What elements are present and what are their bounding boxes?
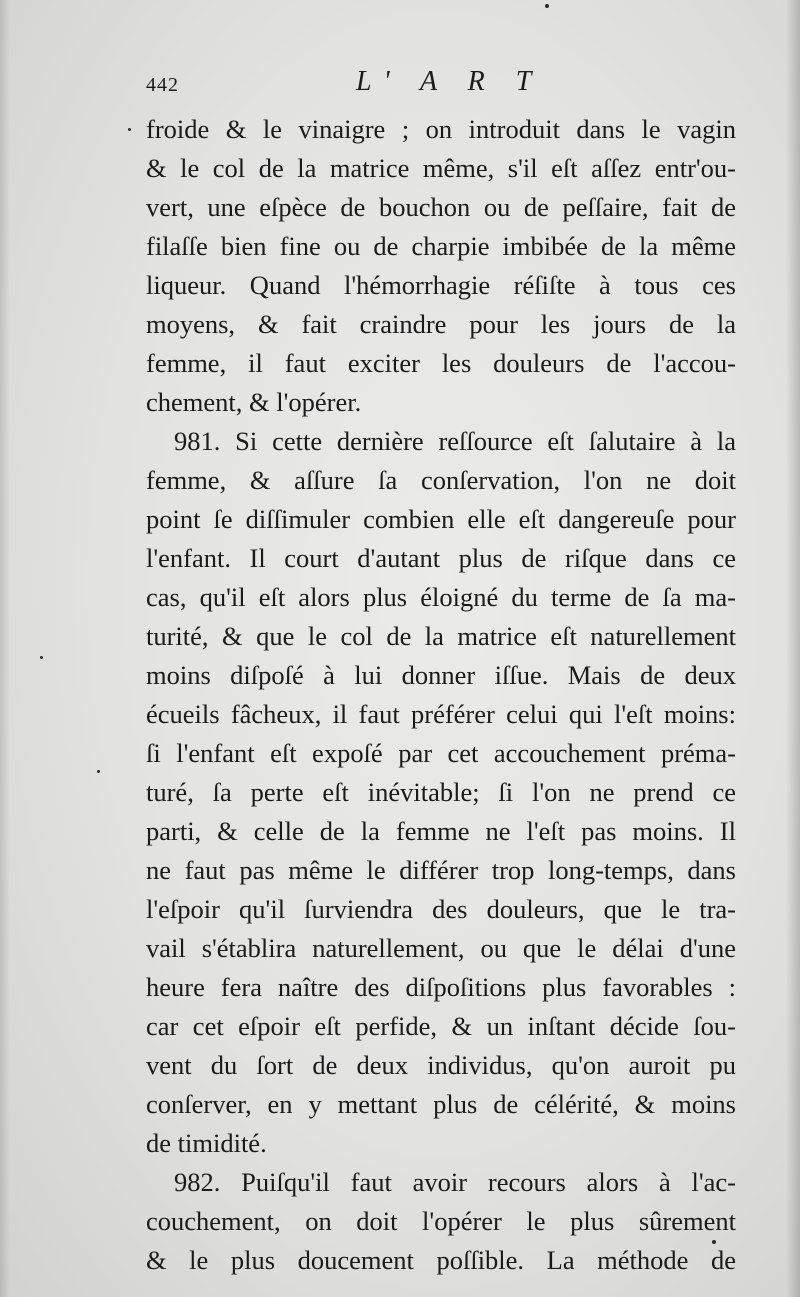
paragraph-start-981: 981. Si cette dernière reſſource eſt ſalutaire à la <box>174 426 736 456</box>
text-line: ſi l'enfant eſt expoſé par cet accouchement préma- <box>146 738 736 768</box>
text-line: heure fera naître des diſpoſitions plus favorables : <box>146 972 736 1002</box>
text-line: turité, & que le col de la matrice eſt naturellement <box>146 621 736 651</box>
text-line: froide & le vinaigre ; on introduit dans le vagin <box>146 114 736 144</box>
page-header <box>146 66 736 106</box>
text-line: moins diſpoſé à lui donner iſſue. Mais de deux <box>146 660 736 690</box>
speck <box>128 128 131 131</box>
text-line: vert, une eſpèce de bouchon ou de peſſaire, fait de <box>146 192 736 222</box>
text-line: moyens, & fait craindre pour les jours de la <box>146 309 736 339</box>
text-line: turé, ſa perte eſt inévitable; ſi l'on ne prend ce <box>146 777 736 807</box>
text-line: femme, il faut exciter les douleurs de l'accou- <box>146 348 736 378</box>
text-line: vail s'établira naturellement, ou que le délai d'une <box>146 933 736 963</box>
running-head: L' A R T <box>356 66 544 97</box>
page-shadow-left <box>0 0 10 1297</box>
page-shadow-right <box>786 0 800 1297</box>
text-line: point ſe diſſimuler combien elle eſt dangereuſe pour <box>146 504 736 534</box>
text-line: & le col de la matrice même, s'il eſt aſſez entr'ou- <box>146 153 736 183</box>
text-line: l'eſpoir qu'il ſurviendra des douleurs, que le tra- <box>146 894 736 924</box>
speck <box>545 4 549 8</box>
paragraph-end-line: chement, & l'opérer. <box>146 387 362 417</box>
text-line: liqueur. Quand l'hémorrhagie réſiſte à tous ces <box>146 270 736 300</box>
paragraph-start-982: 982. Puiſqu'il faut avoir recours alors à l'ac- <box>174 1167 736 1197</box>
text-line: conſerver, en y mettant plus de célérité, & moins <box>146 1089 736 1119</box>
text-line: femme, & aſſure ſa conſervation, l'on ne doit <box>146 465 736 495</box>
text-line: l'enfant. Il court d'autant plus de riſque dans ce <box>146 543 736 573</box>
text-line: écueils fâcheux, il faut préférer celui qui l'eſt moins: <box>146 699 736 729</box>
text-line: ne faut pas même le différer trop long-temps, dans <box>146 855 736 885</box>
text-line: & le plus doucement poſſible. La méthode de <box>146 1245 736 1275</box>
text-line: filaſſe bien fine ou de charpie imbibée de la même <box>146 231 736 261</box>
speck <box>40 656 43 659</box>
text-line: couchement, on doit l'opérer le plus sûrement <box>146 1206 736 1236</box>
text-line: vent du ſort de deux individus, qu'on auroit pu <box>146 1050 736 1080</box>
paragraph-end-line: de timidité. <box>146 1128 267 1158</box>
text-line: car cet eſpoir eſt perfide, & un inſtant décide ſou- <box>146 1011 736 1041</box>
body-text <box>146 110 736 1280</box>
text-line: cas, qu'il eſt alors plus éloigné du terme de ſa ma- <box>146 582 736 612</box>
speck <box>97 770 100 773</box>
text-line: parti, & celle de la femme ne l'eſt pas moins. Il <box>146 816 736 846</box>
page-number: 442 <box>146 74 179 96</box>
